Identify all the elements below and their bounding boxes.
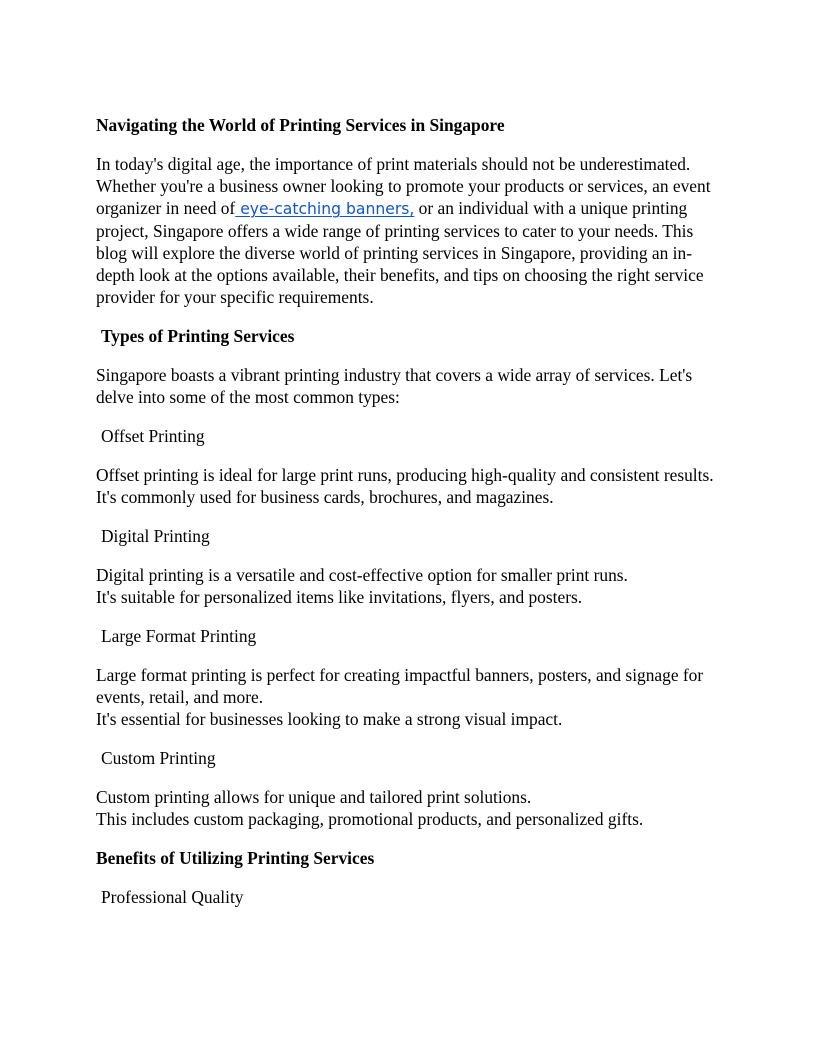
document-title: Navigating the World of Printing Services in Singapore	[96, 115, 505, 135]
offset-printing-line-1: Offset printing is ideal for large print runs, producing high-quality and consistent results.	[96, 465, 714, 485]
large-format-printing-line-1: Large format printing is perfect for creating impactful banners, posters, and signage for events, retail, and more.	[96, 665, 704, 707]
intro-paragraph	[96, 153, 722, 308]
custom-printing-heading: Custom Printing	[101, 748, 216, 768]
types-intro-paragraph: Singapore boasts a vibrant printing industry that covers a wide array of services. Let's delve into some of the most common types:	[96, 365, 693, 407]
offset-printing-paragraph	[96, 464, 722, 508]
offset-printing-heading: Offset Printing	[101, 426, 205, 446]
custom-printing-paragraph	[96, 786, 722, 830]
document-page	[96, 114, 722, 925]
custom-printing-line-1: Custom printing allows for unique and tailored print solutions.	[96, 787, 532, 807]
digital-printing-line-2: It's suitable for personalized items like invitations, flyers, and posters.	[96, 587, 583, 607]
professional-quality-heading: Professional Quality	[101, 887, 244, 907]
types-heading: Types of Printing Services	[101, 326, 295, 346]
digital-printing-paragraph	[96, 564, 722, 608]
intro-text-before-link: In today's digital age, the importance of print materials should not be underestimated. Whether you're a business owner looking to promote your products or services, an event organizer in need of	[96, 154, 711, 218]
large-format-printing-paragraph	[96, 664, 722, 730]
offset-printing-line-2: It's commonly used for business cards, brochures, and magazines.	[96, 487, 554, 507]
large-format-printing-heading: Large Format Printing	[101, 626, 257, 646]
eye-catching-banners-link[interactable]: eye-catching banners,	[235, 200, 415, 218]
digital-printing-line-1: Digital printing is a versatile and cost-effective option for smaller print runs.	[96, 565, 628, 585]
large-format-printing-line-2: It's essential for businesses looking to make a strong visual impact.	[96, 709, 563, 729]
intro-text-after-link: or an individual with a unique printing project, Singapore offers a wide range of printing services to cater to your needs. This blog will explore the diverse world of printing services in Singapore, providing an in-depth look at the options available, their benefits, and tips on choosing the right service provider for your specific requirements.	[96, 198, 704, 307]
custom-printing-line-2: This includes custom packaging, promotional products, and personalized gifts.	[96, 809, 644, 829]
benefits-heading: Benefits of Utilizing Printing Services	[96, 848, 375, 868]
digital-printing-heading: Digital Printing	[101, 526, 210, 546]
